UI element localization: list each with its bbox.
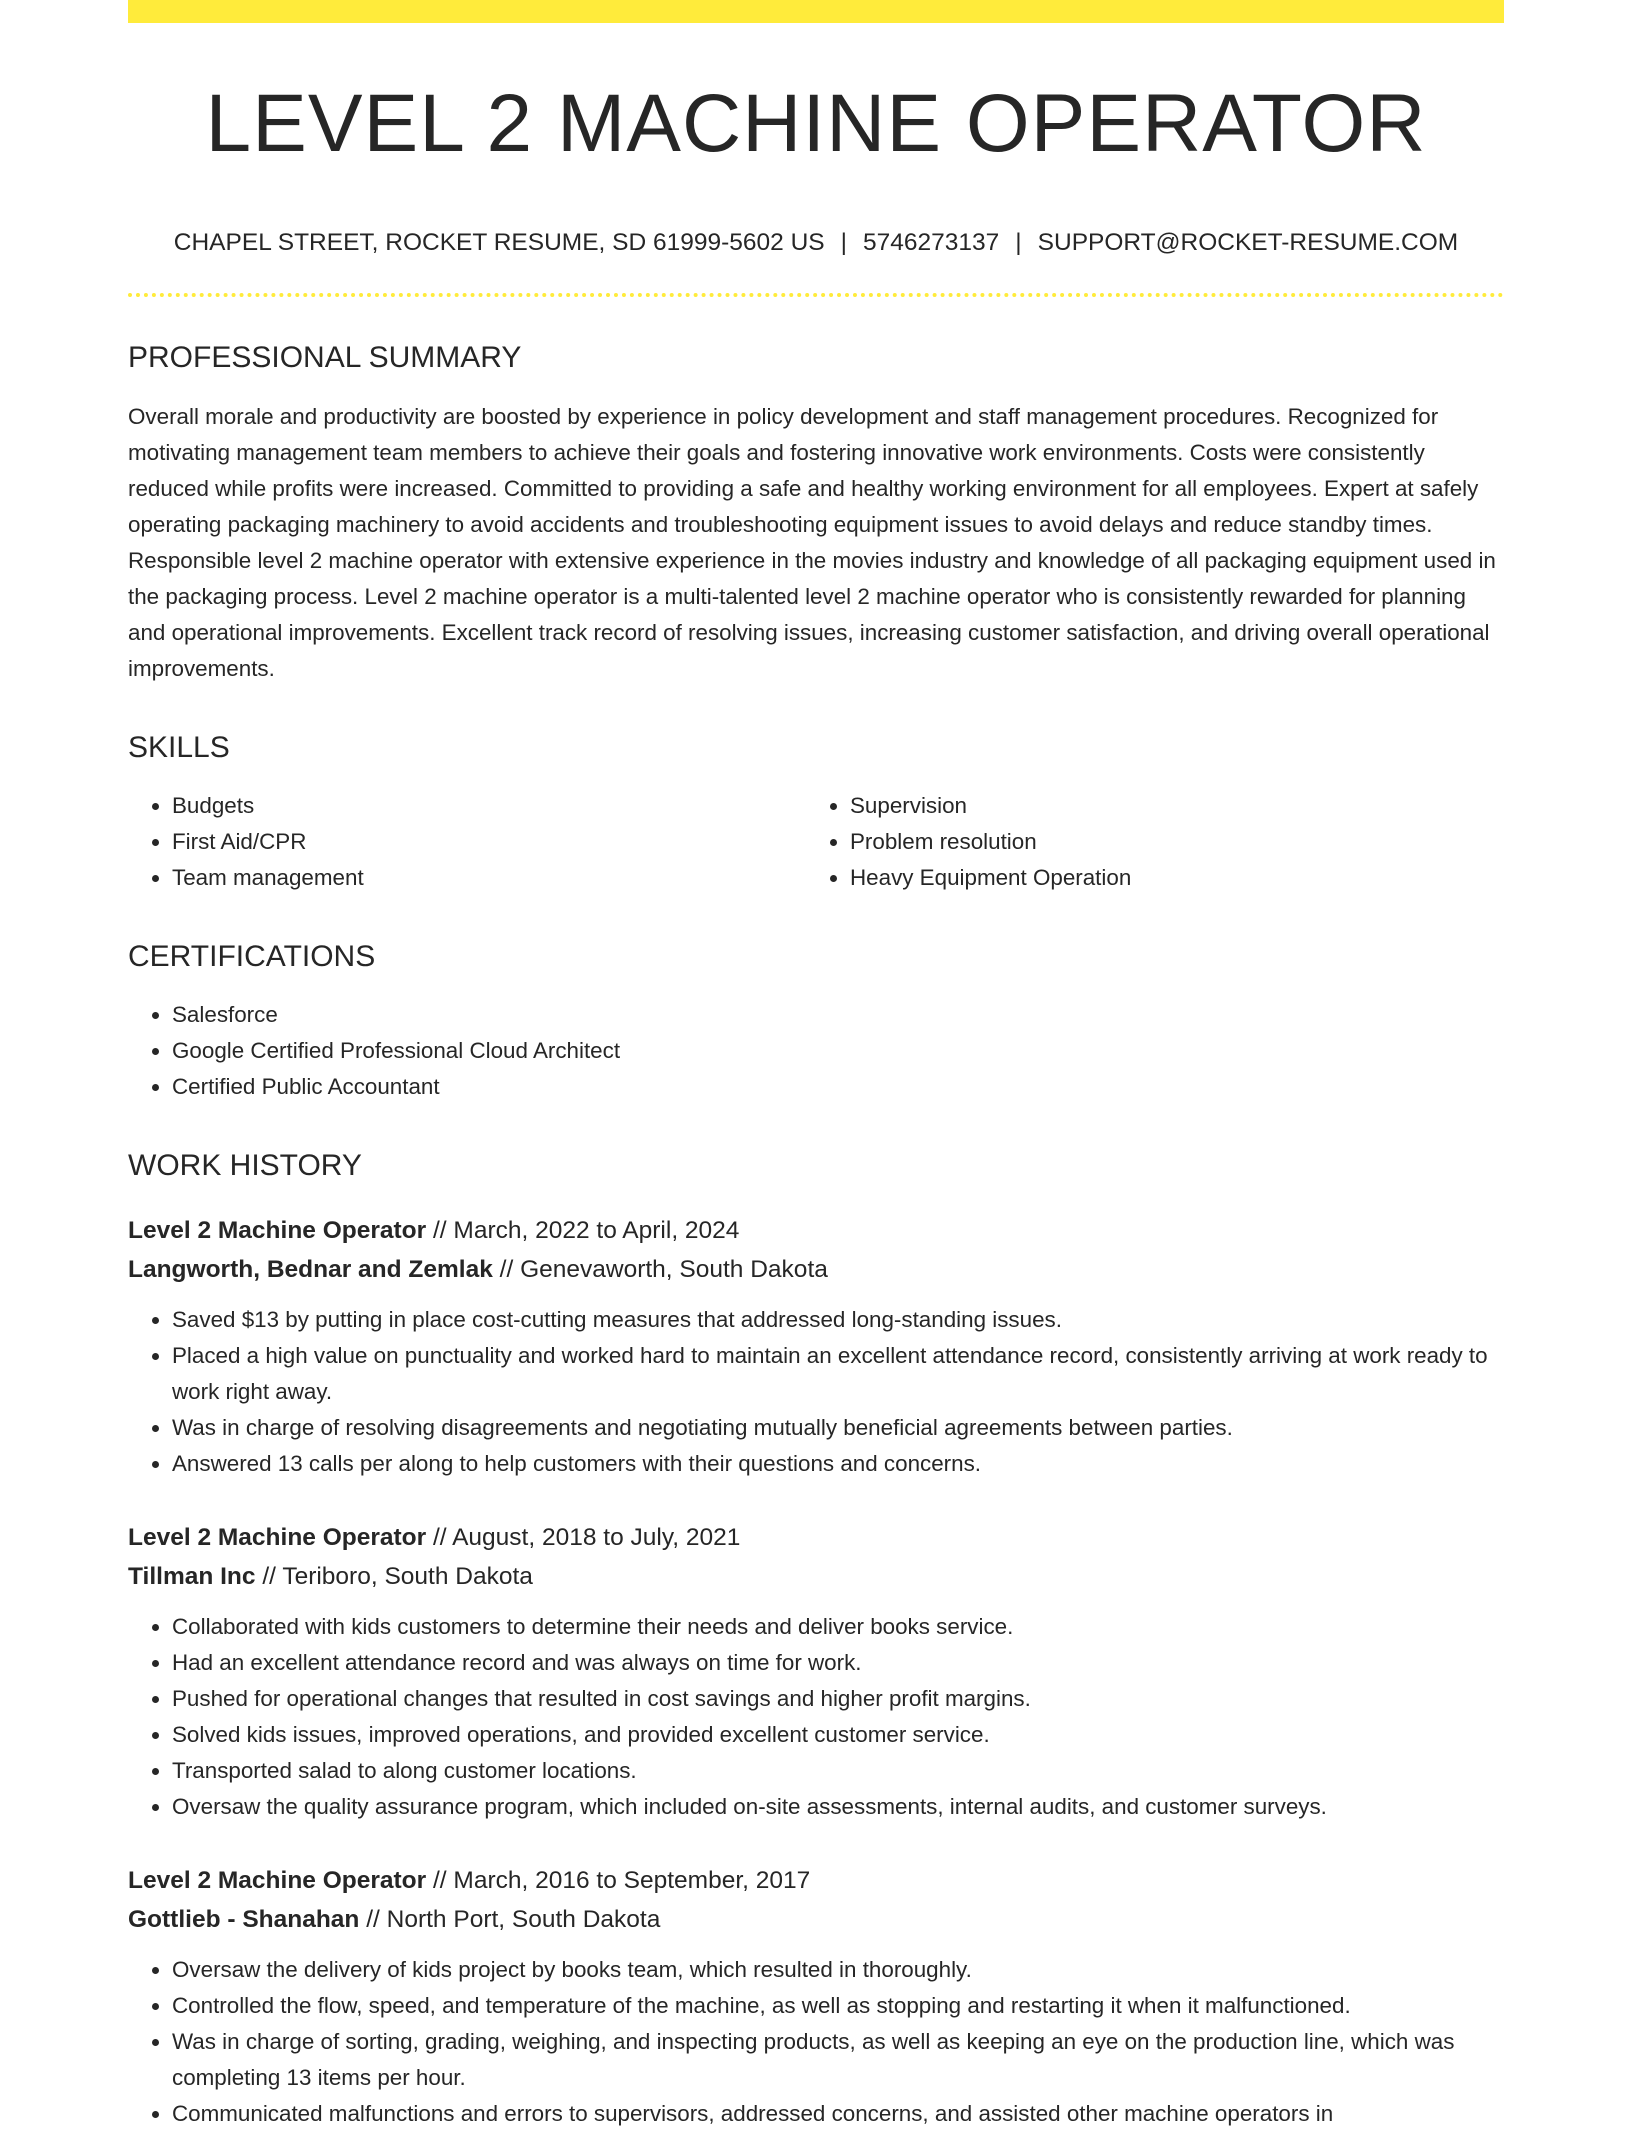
- job-role: Level 2 Machine Operator: [128, 1524, 427, 1551]
- job-location: // Genevaworth, South Dakota: [499, 1256, 828, 1283]
- job-bullets: [128, 1302, 1504, 1482]
- job-bullet: • Oversaw the delivery of kids project by books team, which resulted in thoroughly.: [172, 1952, 1504, 1988]
- certifications-heading: CERTIFICATIONS: [128, 940, 376, 973]
- job-bullet: • Saved $13 by putting in place cost-cutting measures that addressed long-standing issues.: [172, 1302, 1504, 1338]
- job-bullet: • Pushed for operational changes that resulted in cost savings and higher profit margins.: [172, 1681, 1504, 1717]
- job-role: Level 2 Machine Operator: [128, 1867, 427, 1894]
- job-bullets: [128, 1952, 1504, 2132]
- job-bullet: • Communicated malfunctions and errors to supervisors, addressed concerns, and assisted other machine operators in: [172, 2096, 1504, 2132]
- job-bullet: • Answered 13 calls per along to help customers with their questions and concerns.: [172, 1446, 1504, 1482]
- accent-top-bar: [128, 0, 1504, 23]
- job-company-line: [128, 1250, 1504, 1289]
- skill-item: • Team management: [172, 860, 806, 896]
- job-role-line: [128, 1518, 1504, 1557]
- resume-title: LEVEL 2 MACHINE OPERATOR: [205, 78, 1427, 169]
- job-entry: [128, 1518, 1504, 1825]
- job-dates: // August, 2018 to July, 2021: [433, 1524, 741, 1551]
- skills-column-left: [128, 788, 806, 896]
- job-company-line: [128, 1900, 1504, 1939]
- skills-list: [128, 788, 1504, 896]
- job-bullets: [128, 1609, 1504, 1825]
- certification-item: • Google Certified Professional Cloud Architect: [172, 1033, 1504, 1069]
- dotted-divider: [128, 293, 1504, 297]
- certifications-list: [128, 997, 1504, 1105]
- contact-separator: |: [840, 229, 848, 256]
- job-company: Langworth, Bednar and Zemlak: [128, 1256, 493, 1283]
- job-company-line: [128, 1557, 1504, 1596]
- job-bullet: • Transported salad to along customer locations.: [172, 1753, 1504, 1789]
- skill-item: • Supervision: [850, 788, 1484, 824]
- job-role: Level 2 Machine Operator: [128, 1217, 427, 1244]
- job-location: // North Port, South Dakota: [366, 1906, 661, 1933]
- summary-text: Overall morale and productivity are boosted by experience in policy development and staff management procedures. Recognized for motivating management team members to achieve their goals and fostering innovative work environments. Costs were consistently reduced while profits were increased. Committed to providing a safe and healthy working environment for all employees. Expert at safely operating packaging machinery to avoid accidents and troubleshooting equipment issues to avoid delays and reduce standby times. Responsible level 2 machine operator with extensive experience in the movies industry and knowledge of all packaging equipment used in the packaging process. Level 2 machine operator is a multi-talented level 2 machine operator who is consistently rewarded for planning and operational improvements. Excellent track record of resolving issues, increasing customer satisfaction, and driving overall operational improvements.: [128, 404, 1496, 681]
- resume-page: [128, 0, 1504, 2132]
- job-bullet: • Controlled the flow, speed, and temperature of the machine, as well as stopping and restarting it when it malfunctioned.: [172, 1988, 1504, 2024]
- job-dates: // March, 2016 to September, 2017: [433, 1867, 811, 1894]
- contact-phone[interactable]: 5746273137: [863, 229, 1000, 256]
- job-bullet: • Oversaw the quality assurance program, which included on-site assessments, internal audits, and customer surveys.: [172, 1789, 1504, 1825]
- job-dates: // March, 2022 to April, 2024: [433, 1217, 740, 1244]
- skill-item: • Problem resolution: [850, 824, 1484, 860]
- work-history-heading: WORK HISTORY: [128, 1149, 362, 1182]
- contact-separator: |: [1015, 229, 1022, 256]
- skill-item: • Budgets: [172, 788, 806, 824]
- skill-item: • First Aid/CPR: [172, 824, 806, 860]
- contact-address: CHAPEL STREET, ROCKET RESUME, SD 61999-5602 US: [173, 229, 825, 256]
- job-company: Tillman Inc: [128, 1563, 256, 1590]
- job-bullet: • Had an excellent attendance record and was always on time for work.: [172, 1645, 1504, 1681]
- job-bullet: • Collaborated with kids customers to determine their needs and deliver books service.: [172, 1609, 1504, 1645]
- contact-email[interactable]: SUPPORT@ROCKET-RESUME.COM: [1037, 229, 1459, 256]
- job-location: // Teriboro, South Dakota: [262, 1563, 533, 1590]
- job-bullet: • Was in charge of sorting, grading, weighing, and inspecting products, as well as keeping an eye on the production line, which was completing 13 items per hour.: [172, 2024, 1504, 2096]
- skills-heading: SKILLS: [128, 731, 230, 764]
- job-bullet: • Solved kids issues, improved operations, and provided excellent customer service.: [172, 1717, 1504, 1753]
- job-role-line: [128, 1861, 1504, 1900]
- skill-item: • Heavy Equipment Operation: [850, 860, 1484, 896]
- skills-column-right: [806, 788, 1484, 896]
- job-bullet: • Was in charge of resolving disagreements and negotiating mutually beneficial agreements between parties.: [172, 1410, 1504, 1446]
- summary-heading: PROFESSIONAL SUMMARY: [128, 341, 522, 374]
- certification-item: • Certified Public Accountant: [172, 1069, 1504, 1105]
- contact-line: [128, 229, 1504, 257]
- job-entry: [128, 1861, 1504, 2132]
- job-entry: [128, 1211, 1504, 1482]
- job-company: Gottlieb - Shanahan: [128, 1906, 360, 1933]
- job-bullet: • Placed a high value on punctuality and worked hard to maintain an excellent attendance record, consistently arriving at work ready to work right away.: [172, 1338, 1504, 1410]
- job-role-line: [128, 1211, 1504, 1250]
- certification-item: • Salesforce: [172, 997, 1504, 1033]
